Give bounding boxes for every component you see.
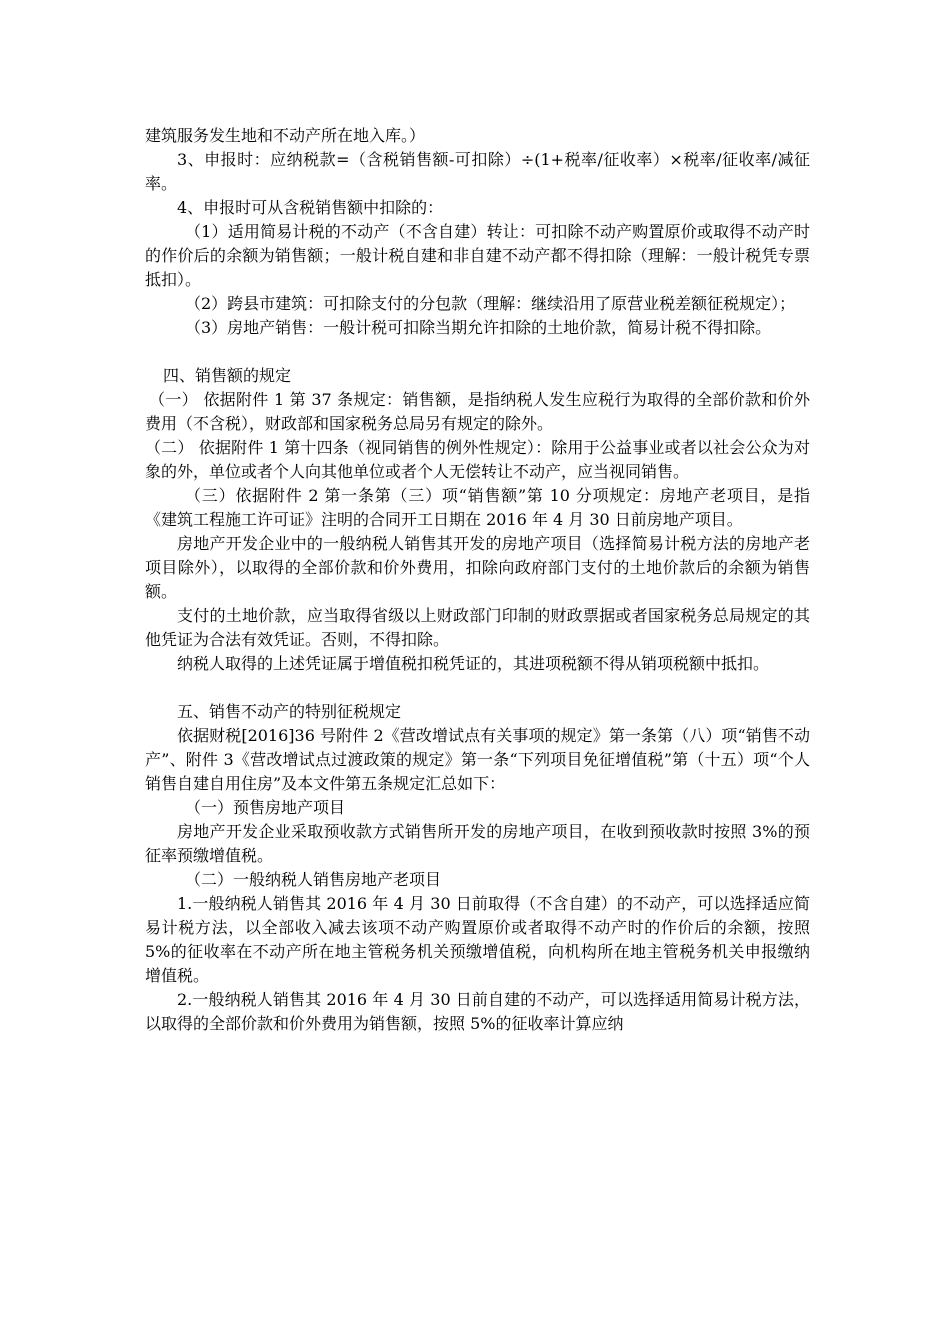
paragraph-presale: 房地产开发企业采取预收款方式销售所开发的房地产项目，在收到预收款时按照 3%的预征率预缴增值税。 bbox=[145, 822, 810, 865]
paragraph-regulation-basis: 依据财税[2016]36 号附件 2《营改增试点有关事项的规定》第一条第（八）项“销售不动产”、附件 3《营改增试点过渡政策的规定》第一条“下列项目免征增值税”第（十五）项“个人销售自建自用住房”及本文件第五条规定汇总如下： bbox=[145, 726, 810, 793]
subheading-old-projects: （二）一般纳税人销售房地产老项目 bbox=[185, 870, 442, 889]
paragraph-developer-sales: 房地产开发企业中的一般纳税人销售其开发的房地产项目（选择简易计税方法的房地产老项目除外），以取得的全部价款和价外费用，扣除向政府部门支付的土地价款后的余额为销售额。 bbox=[145, 534, 810, 601]
blank-line bbox=[145, 340, 810, 364]
paragraph-land-price: 支付的土地价款，应当取得省级以上财政部门印制的财政票据或者国家税务总局规定的其他凭证为合法有效凭证。否则，不得扣除。 bbox=[145, 606, 810, 649]
paragraph-sales-rule-2: （二） 依据附件 1 第十四条（视同销售的例外性规定）：除用于公益事业或者以社会公众为对象的外，单位或者个人向其他单位或者个人无偿转让不动产，应当视同销售。 bbox=[145, 438, 810, 481]
blank-line bbox=[145, 676, 810, 700]
document-body bbox=[145, 124, 810, 1036]
paragraph-deduction-3: （3）房地产销售：一般计税可扣除当期允许扣除的土地价款，简易计税不得扣除。 bbox=[185, 318, 772, 337]
paragraph-declaration-formula: 3、申报时：应纳税款=（含税销售额-可扣除）÷(1+税率/征收率）×税率/征收率/减征率。 bbox=[145, 150, 810, 193]
paragraph-old-projects-1: 1.一般纳税人销售其 2016 年 4 月 30 日前取得（不含自建）的不动产，可以选择适应简易计税方法，以全部收入减去该项不动产购置原价或者取得不动产时的作价后的余额，按照 5%的征收率在不动产所在地主管税务机关预缴增值税，向机构所在地主管税务机关申报缴纳增值税。 bbox=[145, 894, 810, 985]
paragraph-sales-rule-1: （一） 依据附件 1 第 37 条规定：销售额，是指纳税人发生应税行为取得的全部价款和价外费用（不含税），财政部和国家税务总局另有规定的除外。 bbox=[145, 390, 810, 433]
paragraph-voucher-deduction: 纳税人取得的上述凭证属于增值税扣税凭证的，其进项税额不得从销项税额中抵扣。 bbox=[177, 654, 770, 673]
paragraph-sales-rule-3: （三）依据附件 2 第一条第（三）项“销售额”第 10 分项规定：房地产老项目，是指《建筑工程施工许可证》注明的合同开工日期在 2016 年 4 月 30 日前房地产项目。 bbox=[145, 486, 810, 529]
subheading-presale: （一）预售房地产项目 bbox=[185, 798, 346, 817]
section-heading-special-rules: 五、销售不动产的特别征税规定 bbox=[177, 702, 402, 721]
paragraph-old-projects-2: 2.一般纳税人销售其 2016 年 4 月 30 日前自建的不动产，可以选择适用简易计税方法，以取得的全部价款和价外费用为销售额，按照 5%的征收率计算应纳 bbox=[145, 990, 810, 1033]
paragraph-deductible-heading: 4、申报时可从含税销售额中扣除的： bbox=[177, 198, 444, 217]
paragraph-deduction-2: （2）跨县市建筑：可扣除支付的分包款（理解：继续沿用了原营业税差额征税规定）； bbox=[185, 294, 796, 313]
paragraph-continuation: 建筑服务发生地和不动产所在地入库。） bbox=[145, 126, 426, 145]
section-heading-sales-amount: 四、销售额的规定 bbox=[163, 366, 292, 385]
paragraph-deduction-1: （1）适用简易计税的不动产（不含自建）转让：可扣除不动产购置原价或取得不动产时的作价后的余额为销售额；一般计税自建和非自建不动产都不得扣除（理解：一般计税凭专票抵扣）。 bbox=[145, 222, 810, 289]
